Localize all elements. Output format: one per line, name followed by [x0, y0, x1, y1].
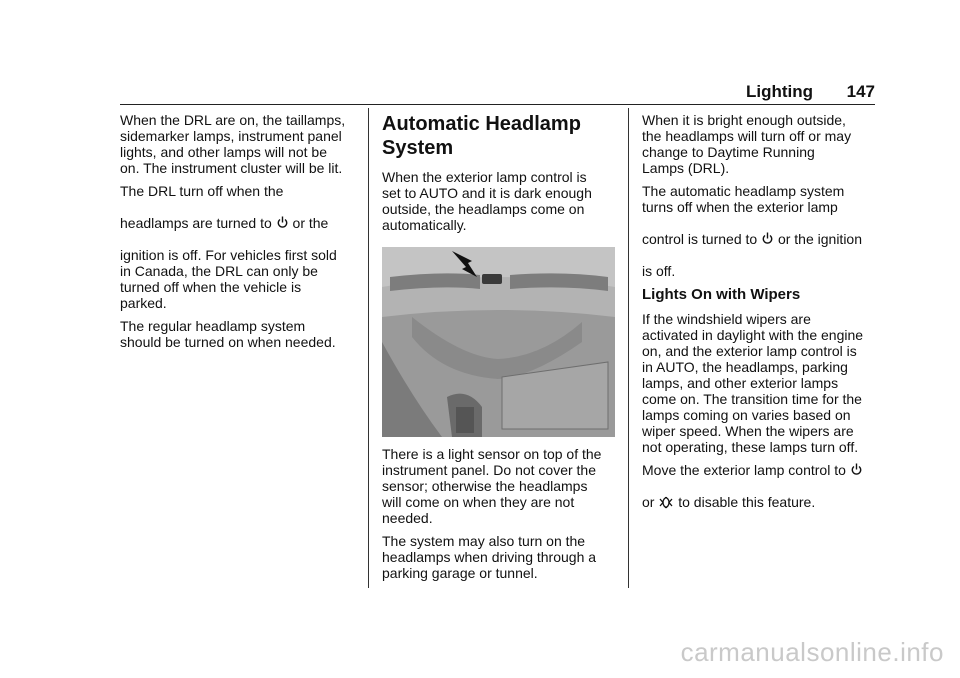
disable-end: to disable this feature. — [674, 494, 816, 510]
column-2 — [382, 112, 617, 588]
system-off-paragraph — [642, 183, 878, 279]
disable-or: or — [642, 494, 659, 510]
drl-p2-line1: The DRL turn off when the — [120, 183, 284, 199]
auto-headlamp-paragraph-2: There is a light sensor on top of the instrument panel. Do not cover the sensor; otherwise the headlamps will come on when they are not needed. — [382, 446, 602, 526]
column-3 — [642, 112, 878, 517]
drl-paragraph-3: The regular headlamp system should be turned on when needed. — [120, 318, 336, 350]
column-divider-right — [628, 108, 629, 588]
system-off-start: The automatic headlamp system turns off when the exterior lamp — [642, 183, 845, 215]
drl-p2-after-icon: or the — [288, 215, 329, 231]
column-divider-left — [368, 108, 369, 588]
disable-feature-paragraph — [642, 462, 878, 510]
drl-paragraph-2 — [120, 183, 360, 311]
column-1 — [120, 112, 360, 357]
drl-p2-rest: ignition is off. For vehicles first sold in Canada, the DRL can only be turned off when the vehicle is parked. — [120, 247, 337, 311]
drl-p2-before-icon: headlamps are turned to — [120, 215, 276, 231]
system-off-after-icon: or the ignition — [774, 231, 863, 247]
power-off-icon — [277, 216, 288, 230]
auto-headlamp-paragraph-1: When the exterior lamp control is set to AUTO and it is dark enough outside, the headlamps come on automatically. — [382, 169, 592, 233]
system-off-before-icon: control is turned to — [642, 231, 762, 247]
instrument-panel-sensor-image — [382, 247, 615, 437]
system-off-end: is off. — [642, 263, 676, 279]
auto-headlamp-heading: Automatic Headlamp System — [382, 113, 581, 159]
page-number: 147 — [846, 82, 875, 101]
auto-headlamp-paragraph-3: The system may also turn on the headlamps when driving through a parking garage or tunnel. — [382, 533, 597, 581]
header-rule — [120, 104, 875, 105]
drl-paragraph-1: When the DRL are on, the taillamps, sidemarker lamps, instrument panel lights, and other lamps will not be on. The instrument cluster will be lit. — [120, 112, 346, 176]
wipers-paragraph: If the windshield wipers are activated in daylight with the engine on, and the exterior lamp control is in AUTO, the headlamps, parking lamps, and other exterior lamps come on. The transition time for the lamps coming on varies based on wiper speed. When the wipers are not operating, these lamps turn off. — [642, 311, 864, 455]
power-off-icon — [851, 463, 862, 477]
parking-lamps-icon — [659, 496, 673, 509]
section-title: Lighting — [745, 82, 813, 101]
power-off-icon — [762, 232, 773, 246]
disable-before-icon: Move the exterior lamp control to — [642, 462, 850, 478]
wipers-heading: Lights On with Wipers — [642, 286, 801, 303]
page-header — [120, 82, 875, 104]
watermark-text: carmanualsonline.info — [680, 637, 944, 667]
auto-off-paragraph: When it is bright enough outside, the headlamps will turn off or may change to Daytime Running Lamps (DRL). — [642, 112, 852, 176]
